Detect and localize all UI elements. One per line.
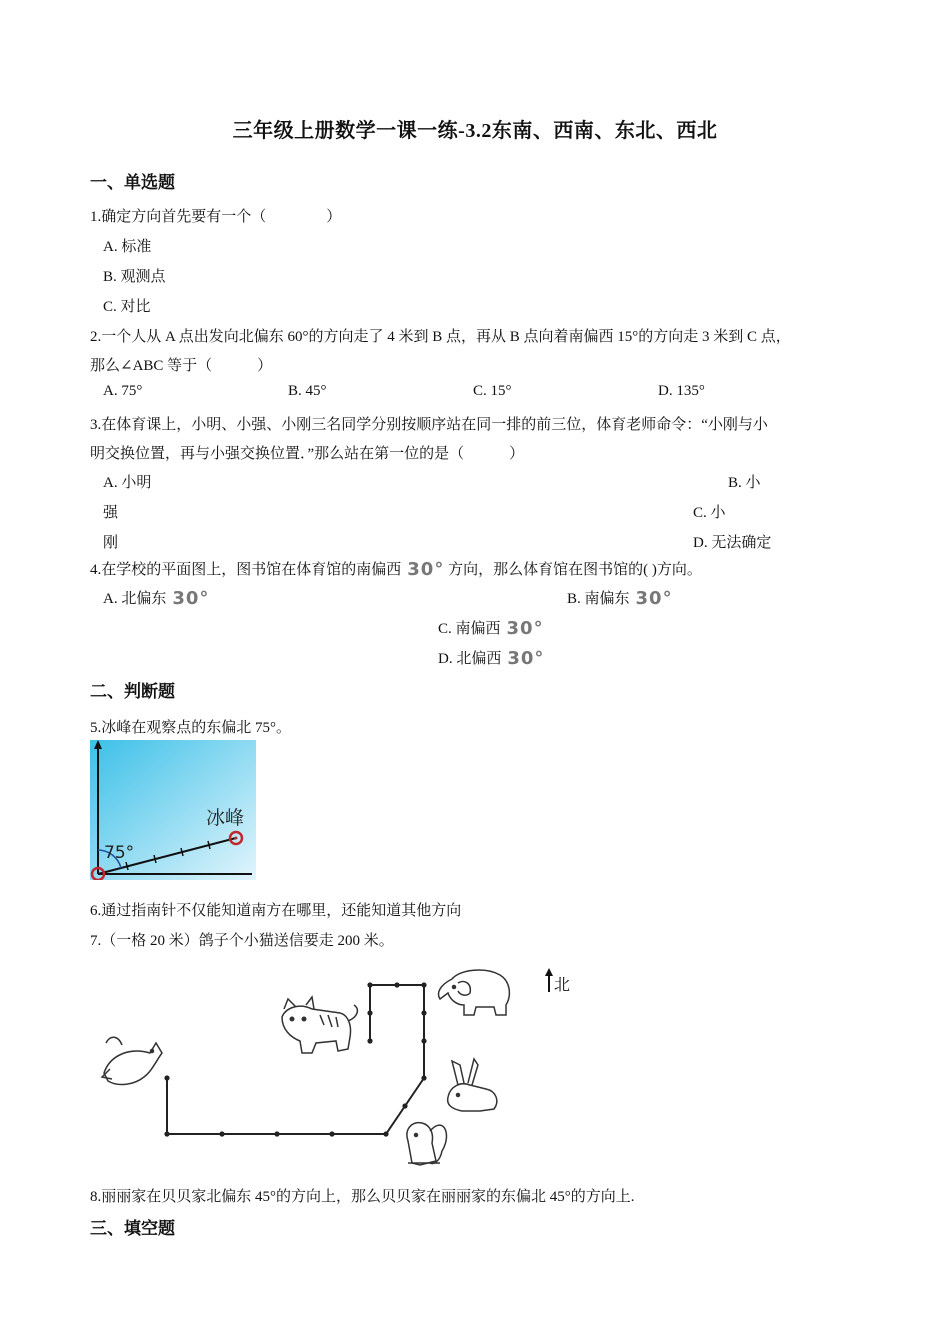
page-title: 三年级上册数学一课一练-3.2东南、西南、东北、西北 (232, 120, 718, 142)
question-4-option-d-label: D. 北偏西 (438, 651, 502, 667)
question-4-option-d[interactable] (438, 647, 544, 669)
question-4-option-c-degree: 30° (506, 618, 544, 639)
question-4-option-a-label: A. 北偏东 (103, 591, 167, 607)
question-3-option-c-part1[interactable]: C. 小 (693, 505, 726, 521)
question-4-option-a[interactable] (103, 587, 209, 609)
question-2-option-d[interactable]: D. 135° (658, 383, 705, 399)
section-heading-fill-blank: 三、填空题 (90, 1219, 175, 1238)
question-4-option-c[interactable] (438, 617, 544, 639)
question-4-option-b-label: B. 南偏东 (567, 591, 630, 607)
north-arrow-icon (545, 968, 553, 976)
target-label: 冰峰 (206, 807, 245, 829)
question-2-option-c[interactable]: C. 15° (473, 383, 512, 399)
question-5-text: 5.冰峰在观察点的东偏北 75°。 (90, 720, 291, 736)
elephant-icon (439, 970, 510, 1015)
question-1-option-b[interactable]: B. 观测点 (103, 269, 166, 285)
section-heading-single-choice: 一、单选题 (90, 173, 175, 192)
question-4-option-b[interactable] (567, 587, 673, 609)
question-2-option-a[interactable]: A. 75° (103, 383, 143, 399)
cat-icon (282, 997, 357, 1053)
question-1-option-a[interactable]: A. 标准 (103, 239, 152, 255)
north-label: 北 (554, 975, 571, 994)
question-2-option-b[interactable]: B. 45° (288, 383, 327, 399)
question-7-text: 7.（一格 20 米）鸽子个小猫送信要走 200 米。 (90, 933, 394, 949)
question-3-option-a[interactable]: A. 小明 (103, 475, 152, 491)
question-3-option-d[interactable]: D. 无法确定 (693, 535, 772, 551)
question-8-text: 8.丽丽家在贝贝家北偏东 45°的方向上，那么贝贝家在丽丽家的东偏北 45°的方向上. (90, 1189, 635, 1205)
angle-label: 75° (104, 843, 135, 863)
question-4-option-a-degree: 30° (172, 588, 210, 609)
rabbit-icon (448, 1059, 497, 1111)
question-3-option-c-part2[interactable]: 刚 (103, 535, 119, 551)
question-3-option-b-part1[interactable]: B. 小 (728, 475, 761, 491)
question-6-text: 6.通过指南针不仅能知道南方在哪里，还能知道其他方向 (90, 903, 462, 919)
section-heading-true-false: 二、判断题 (90, 682, 175, 701)
question-1-option-c[interactable]: C. 对比 (103, 299, 151, 315)
question-4-text-before: 4.在学校的平面图上，图书馆在体育馆的南偏西 (90, 562, 402, 578)
question-3-text-line2: 明交换位置，再与小强交换位置．”那么站在第一位的是（ ） (90, 446, 525, 462)
question-4-text-after: 方向，那么体育馆在图书馆的( )方向。 (448, 562, 702, 578)
question-4-option-b-degree: 30° (635, 588, 673, 609)
question-4-option-c-label: C. 南偏西 (438, 621, 501, 637)
question-2-text-line2: 那么∠ABC 等于（ ） (90, 358, 273, 374)
question-3-option-b-part2[interactable]: 强 (103, 505, 119, 521)
question-7-route-map (90, 965, 590, 1175)
question-2-text-line1: 2.一个人从 A 点出发向北偏东 60°的方向走了 4 米到 B 点，再从 B 点向着南偏西 15°的方向走 3 米到 C 点， (90, 329, 791, 345)
target-marker-dot (235, 837, 238, 840)
question-4-text (90, 558, 702, 580)
question-3-text-line1: 3.在体育课上，小明、小强、小刚三名同学分别按顺序站在同一排的前三位，体育老师命令：“小刚与小 (90, 417, 768, 433)
squirrel-icon (407, 1123, 447, 1165)
question-4-degree: 30° (407, 559, 445, 580)
question-1-text: 1.确定方向首先要有一个（ ） (90, 209, 342, 225)
question-5-direction-figure (90, 740, 256, 880)
question-4-option-d-degree: 30° (507, 648, 545, 669)
pigeon-icon (102, 1037, 162, 1084)
